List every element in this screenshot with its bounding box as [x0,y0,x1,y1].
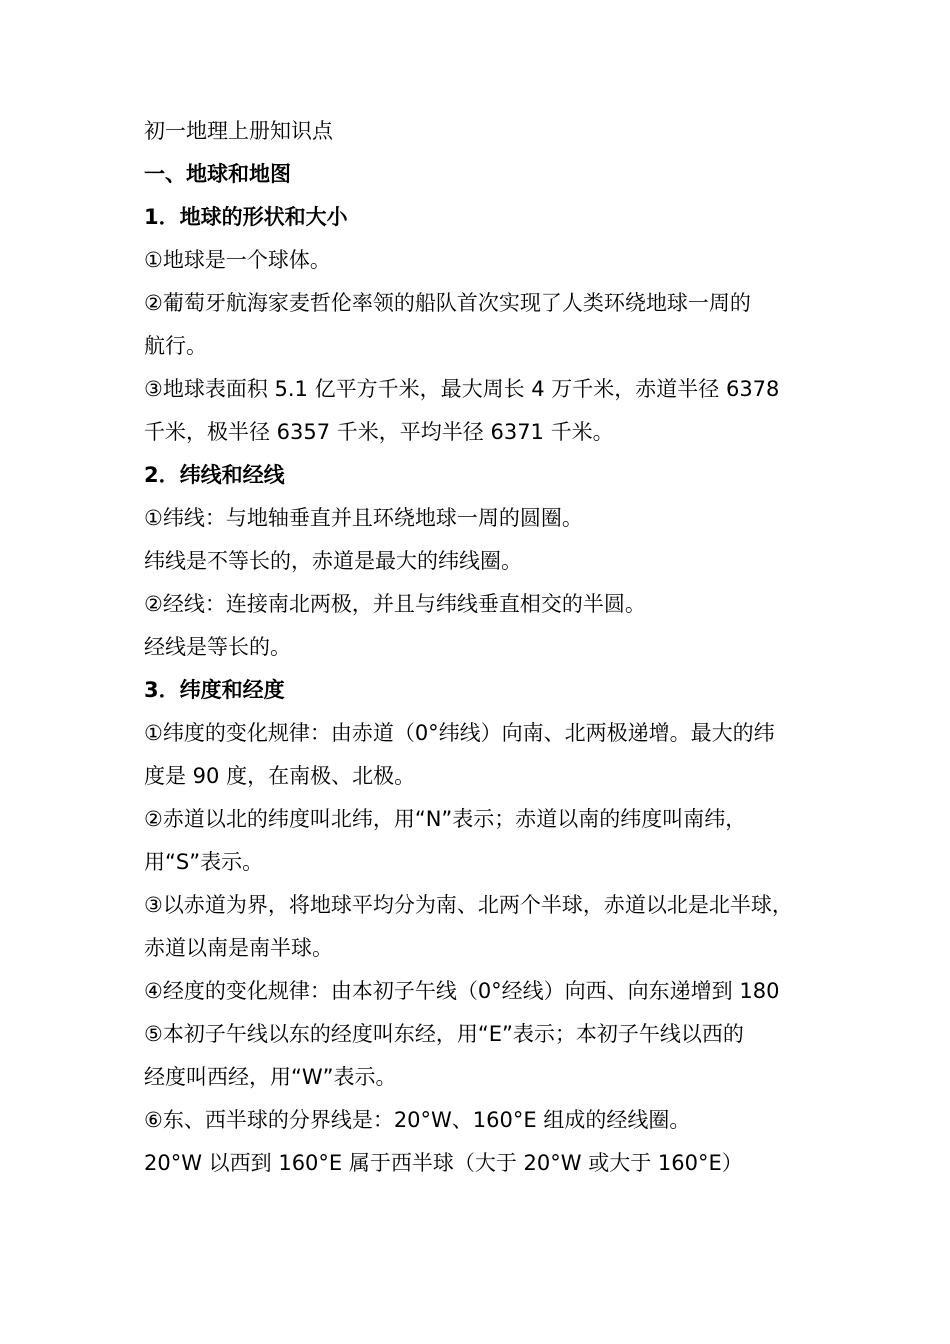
paragraph-line: ①纬度的变化规律：由赤道（0°纬线）向南、北两极递增。最大的纬 [144,721,775,745]
paragraph-line: ②经线：连接南北两极，并且与纬线垂直相交的半圆。 [144,592,646,616]
paragraph-line: ①地球是一个球体。 [144,248,331,272]
paragraph-line: ②葡萄牙航海家麦哲伦率领的船队首次实现了人类环绕地球一周的 [144,291,751,315]
paragraph-line: ③以赤道为界，将地球平均分为南、北两个半球，赤道以北是北半球， [144,893,793,917]
subsection-heading: 2．纬线和经线 [144,463,285,487]
paragraph-line: ②赤道以北的纬度叫北纬，用“N”表示；赤道以南的纬度叫南纬， [144,807,747,831]
paragraph-line: 经度叫西经，用“W”表示。 [144,1065,397,1089]
paragraph-line: 20°W 以西到 160°E 属于西半球（大于 20°W 或大于 160°E） [144,1151,743,1175]
paragraph-line: 用“S”表示。 [144,850,264,874]
paragraph-line: 经线是等长的。 [144,635,291,659]
paragraph-line: 航行。 [144,334,207,358]
subsection-heading: 1．地球的形状和大小 [144,205,348,229]
document-page [144,110,814,1185]
paragraph-line: ①纬线：与地轴垂直并且环绕地球一周的圆圈。 [144,506,583,530]
paragraph-line: ⑤本初子午线以东的经度叫东经，用“E”表示；本初子午线以西的 [144,1022,744,1046]
paragraph-line: ④经度的变化规律：由本初子午线（0°经线）向西、向东递增到 180 [144,979,780,1003]
paragraph-line: ③地球表面积 5.1 亿平方千米，最大周长 4 万千米，赤道半径 6378 [144,377,780,401]
paragraph-line: 度是 90 度，在南极、北极。 [144,764,416,788]
paragraph-line: 赤道以南是南半球。 [144,936,333,960]
section-heading: 一、地球和地图 [144,162,291,186]
subsection-heading: 3．纬度和经度 [144,678,285,702]
paragraph-line: ⑥东、西半球的分界线是：20°W、160°E 组成的经线圈。 [144,1108,691,1132]
paragraph-line: 千米，极半径 6357 千米，平均半径 6371 千米。 [144,420,614,444]
document-title: 初一地理上册知识点 [144,119,333,143]
paragraph-line: 纬线是不等长的，赤道是最大的纬线圈。 [144,549,522,573]
